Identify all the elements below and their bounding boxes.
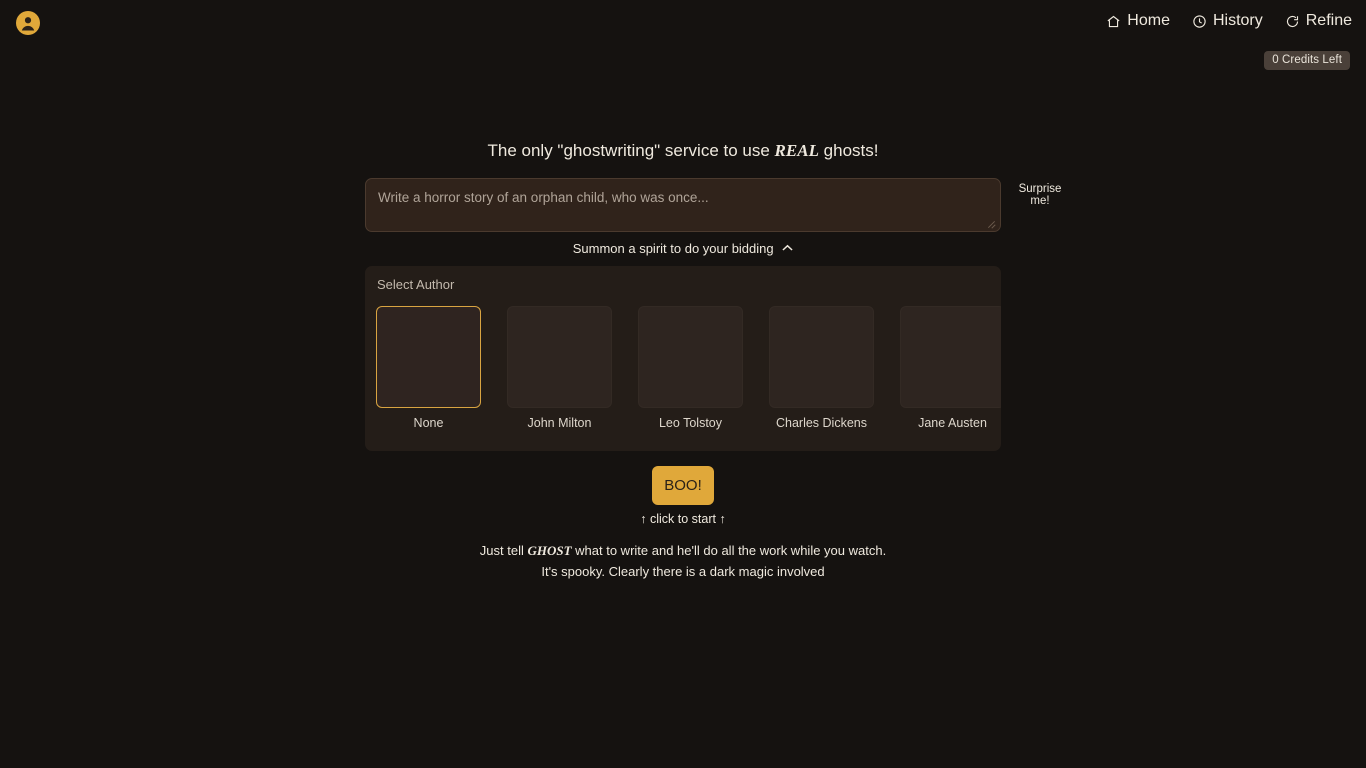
surprise-me-button[interactable]: Surprise me! <box>1018 183 1062 208</box>
nav-refine-label: Refine <box>1305 12 1352 29</box>
chevron-up-icon <box>782 240 793 255</box>
author-card-label: John Milton <box>527 416 592 430</box>
clock-icon <box>1192 14 1207 29</box>
nav-links <box>1106 13 1352 29</box>
footer-line-2: It's spooky. Clearly there is a dark magic involved <box>541 564 825 579</box>
footer-line-1-after: what to write and he'll do all the work while you watch. <box>571 543 887 558</box>
boo-button[interactable]: BOO! <box>652 466 714 505</box>
nav-refine[interactable] <box>1285 13 1352 29</box>
author-panel-title: Select Author <box>377 277 455 292</box>
tagline-before: The only "ghostwriting" service to use <box>487 141 775 160</box>
nav-history[interactable] <box>1192 13 1263 29</box>
user-circle-icon <box>17 12 39 34</box>
prompt-input[interactable] <box>365 178 1001 232</box>
author-card-label: Jane Austen <box>918 416 987 430</box>
home-icon <box>1106 14 1121 29</box>
nav-home[interactable] <box>1106 13 1170 29</box>
footer-line-1-emphasis: GHOST <box>527 543 572 558</box>
author-card-leo-tolstoy[interactable] <box>638 306 743 441</box>
author-card-none[interactable] <box>376 306 481 441</box>
author-thumbnail <box>507 306 612 408</box>
author-card-label: Leo Tolstoy <box>658 416 722 430</box>
page-title <box>0 141 1366 161</box>
tagline-emphasis: REAL <box>774 141 819 160</box>
author-card-charles-dickens[interactable] <box>769 306 874 441</box>
footer-line-1-before: Just tell <box>479 543 528 558</box>
tagline-after: ghosts! <box>818 141 879 160</box>
author-thumbnail <box>769 306 874 408</box>
author-thumbnail <box>376 306 481 408</box>
status-badge: 0 Credits Left <box>1264 51 1350 70</box>
top-bar <box>0 0 1366 66</box>
author-thumbnail <box>638 306 743 408</box>
footer-line-1 <box>0 543 1366 559</box>
summon-toggle-label: Summon a spirit to do your bidding <box>572 241 774 256</box>
click-to-start-hint: ↑ click to start ↑ <box>640 512 726 526</box>
author-card-john-milton[interactable] <box>507 306 612 441</box>
author-card-label: Charles Dickens <box>775 416 867 430</box>
author-card-jane-austen[interactable] <box>900 306 1001 441</box>
avatar[interactable] <box>16 11 40 35</box>
author-panel <box>365 266 1001 451</box>
refresh-icon <box>1285 14 1300 29</box>
author-card-label: None <box>413 416 444 430</box>
summon-toggle[interactable] <box>0 240 1366 256</box>
author-thumbnail <box>900 306 1001 408</box>
author-card-list <box>376 306 1001 441</box>
nav-history-label: History <box>1212 12 1263 29</box>
nav-home-label: Home <box>1127 12 1170 29</box>
